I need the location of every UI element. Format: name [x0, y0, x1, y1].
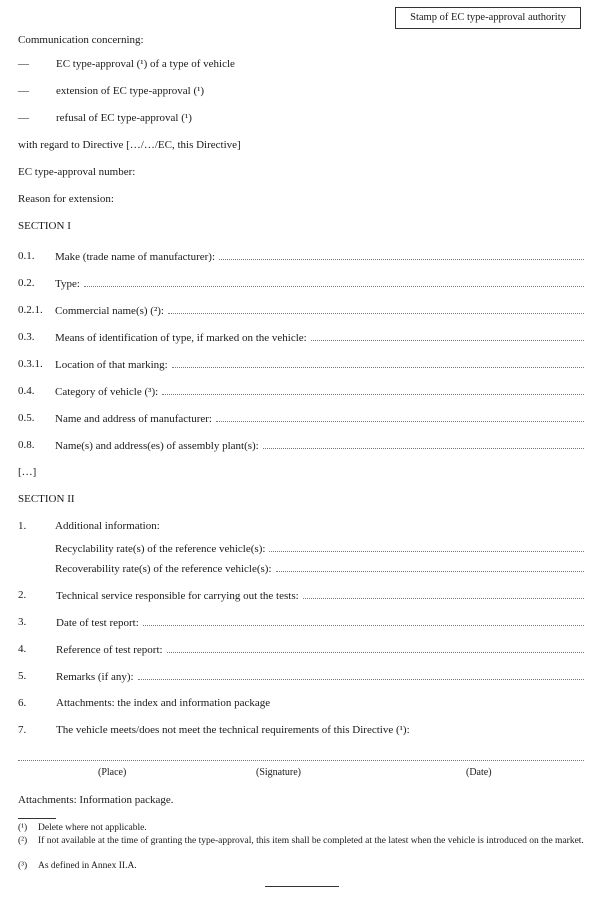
form-field-0-2 — [18, 277, 584, 291]
field-number: 7. — [18, 724, 27, 736]
field-number: 0.3.1. — [18, 358, 43, 370]
form-field-0-3 — [18, 331, 584, 345]
form-field-6 — [18, 697, 584, 711]
footnote-mark: (³) — [18, 861, 28, 871]
communication-heading: Communication concerning: — [18, 34, 144, 46]
signature-label: (Signature) — [256, 767, 301, 778]
fill-line[interactable] — [311, 331, 584, 341]
field-number: 0.5. — [18, 412, 35, 424]
fill-line[interactable] — [143, 616, 584, 626]
field-label: Category of vehicle (³): — [55, 386, 159, 398]
form-field-0-3-1 — [18, 358, 584, 372]
list-item — [18, 112, 192, 124]
field-label: Recyclability rate(s) of the reference vehicle(s): — [55, 543, 266, 555]
approval-number-label: EC type-approval number: — [18, 166, 136, 178]
fill-line[interactable] — [138, 670, 584, 680]
field-number: 0.3. — [18, 331, 35, 343]
dash: — — [18, 112, 29, 124]
fill-line[interactable] — [219, 250, 584, 260]
field-label: Location of that marking: — [55, 359, 168, 371]
fill-line[interactable] — [162, 385, 584, 395]
field-number: 6. — [18, 697, 27, 709]
section-2-title: SECTION II — [18, 493, 75, 505]
field-label: Make (trade name of manufacturer): — [55, 251, 216, 263]
field-number: 0.1. — [18, 250, 35, 262]
field-number: 0.2. — [18, 277, 35, 289]
field-label: Attachments: the index and information package — [56, 697, 271, 709]
extension-reason-label: Reason for extension: — [18, 193, 114, 205]
footnote-divider — [18, 818, 56, 819]
field-number: 0.4. — [18, 385, 35, 397]
field-label: Recoverability rate(s) of the reference vehicle(s): — [55, 563, 272, 575]
section-1-ellipsis: […] — [18, 466, 37, 478]
page-end-rule — [265, 886, 339, 887]
signature-line[interactable] — [18, 760, 584, 761]
footnote — [18, 861, 584, 872]
recoverability-field — [18, 562, 584, 576]
form-field-2 — [18, 589, 584, 603]
list-item — [18, 58, 235, 70]
list-item-text: refusal of EC type-approval (¹) — [56, 112, 192, 124]
field-number: 0.2.1. — [18, 304, 43, 316]
form-field-0-2-1 — [18, 304, 584, 318]
field-number: 0.8. — [18, 439, 35, 451]
list-item — [18, 85, 204, 97]
form-field-0-4 — [18, 385, 584, 399]
fill-line[interactable] — [263, 439, 584, 449]
field-label: Name and address of manufacturer: — [55, 413, 212, 425]
fill-line[interactable] — [303, 589, 584, 599]
list-item-text: extension of EC type-approval (¹) — [56, 85, 205, 97]
attachments-note: Attachments: Information package. — [18, 794, 174, 806]
field-label: The vehicle meets/does not meet the technical requirements of this Directive (¹): — [56, 724, 410, 736]
field-label: Additional information: — [55, 520, 160, 532]
field-number: 1. — [18, 520, 27, 532]
form-field-3 — [18, 616, 584, 630]
field-label: Reference of test report: — [56, 644, 163, 656]
field-number: 2. — [18, 589, 27, 601]
fill-line[interactable] — [269, 542, 584, 552]
fill-line[interactable] — [216, 412, 584, 422]
directive-reference: with regard to Directive […/…/EC, this Directive] — [18, 139, 241, 151]
field-label: Name(s) and address(es) of assembly plant(s): — [55, 440, 259, 452]
dash: — — [18, 85, 29, 97]
field-label: Type: — [55, 278, 80, 290]
fill-line[interactable] — [172, 358, 584, 368]
form-field-0-1 — [18, 250, 584, 264]
field-number: 3. — [18, 616, 27, 628]
dash: — — [18, 58, 29, 70]
field-number: 5. — [18, 670, 27, 682]
footnote-text: If not available at the time of granting the type-approval, this item shall be completed at the latest when the vehicle is introduced on the market. — [38, 836, 584, 846]
list-item-text: EC type-approval (¹) of a type of vehicle — [56, 58, 235, 70]
form-field-5 — [18, 670, 584, 684]
form-field-0-5 — [18, 412, 584, 426]
footnote-text: Delete where not applicable. — [38, 823, 147, 833]
fill-line[interactable] — [84, 277, 584, 287]
field-number: 4. — [18, 643, 27, 655]
field-label: Date of test report: — [56, 617, 139, 629]
fill-line[interactable] — [276, 562, 584, 572]
field-label: Remarks (if any): — [56, 671, 134, 683]
footnote-text: As defined in Annex II.A. — [38, 861, 137, 871]
form-field-1 — [18, 520, 584, 534]
stamp-box: Stamp of EC type-approval authority — [395, 7, 581, 29]
form-field-0-8 — [18, 439, 584, 453]
date-label: (Date) — [466, 767, 492, 778]
recyclability-field — [18, 542, 584, 556]
fill-line[interactable] — [167, 643, 584, 653]
form-field-4 — [18, 643, 584, 657]
footnote — [18, 823, 584, 834]
place-label: (Place) — [98, 767, 127, 778]
footnote-mark: (¹) — [18, 823, 28, 833]
footnote-mark: (²) — [18, 836, 28, 846]
field-label: Technical service responsible for carrying out the tests: — [56, 590, 299, 602]
fill-line[interactable] — [168, 304, 584, 314]
form-field-7 — [18, 724, 584, 738]
field-label: Means of identification of type, if marked on the vehicle: — [55, 332, 307, 344]
footnote — [18, 836, 584, 847]
field-label: Commercial name(s) (²): — [55, 305, 164, 317]
section-1-title: SECTION I — [18, 220, 71, 232]
